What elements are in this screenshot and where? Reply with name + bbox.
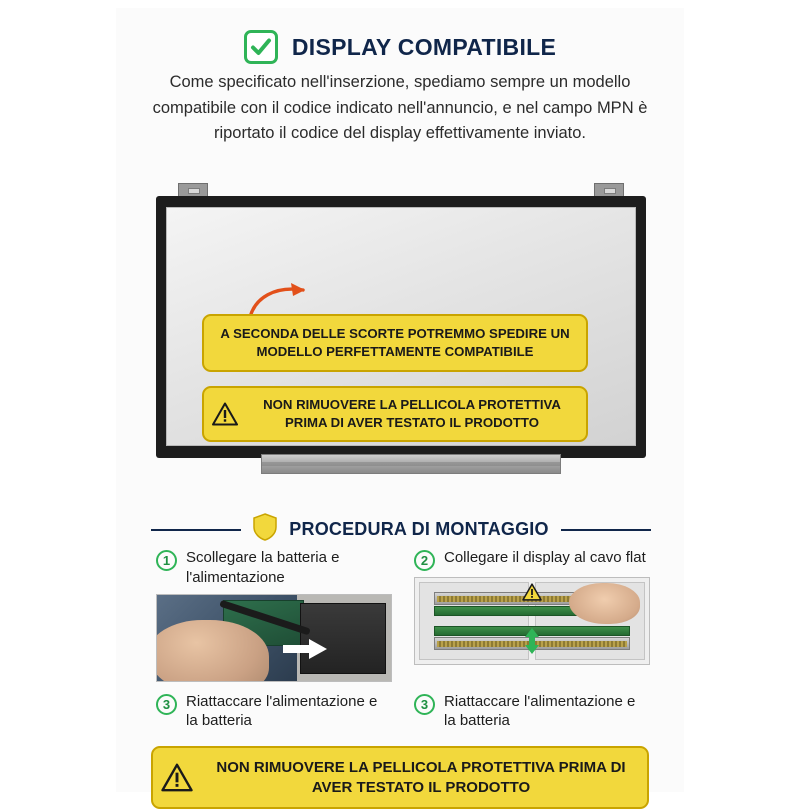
mounting-clip-right [594,183,624,197]
step-item-4 [414,692,650,732]
step-column-4 [414,692,650,738]
compatibility-callout: A SECONDA DELLE SCORTE POTREMMO SPEDIRE UN MODELLO PERFETTAMENTE COMPATIBILE [202,314,588,372]
check-mark-icon [244,30,278,64]
step-item-1 [156,548,392,588]
procedure-title: PROCEDURA DI MONTAGGIO [289,519,549,539]
procedure-header [151,513,651,546]
page-title: DISPLAY COMPATIBILE [291,33,557,60]
steps-row-bottom [156,692,650,738]
step-number-badge: 1 [156,550,177,571]
film-warning-callout [202,386,588,442]
finger-shape [569,583,639,624]
step-column-3 [156,692,392,738]
panel-backlight-strip [261,454,561,474]
intro-text: Come specificato nell'inserzione, spediamo sempre un modello compatibile con il codice indicato nell'annuncio, e nel campo MPN è riportato il codice del display effettivamente inviato. [152,73,648,143]
step-label: Riattaccare l'alimentazione e la batteria [444,692,636,730]
flat-cable-connector-photo [414,577,650,665]
step-label: Collegare il display al cavo flat [444,549,646,566]
step-label: Scollegare la batteria e l'alimentazione [186,549,340,586]
step-number-badge: 3 [156,694,177,715]
step-number-badge: 3 [414,694,435,715]
step-column-1 [156,548,392,690]
step-label: Riattaccare l'alimentazione e la batteria [186,692,378,730]
panel-mounting-clips [156,183,646,197]
divider-left [151,529,241,531]
header [116,30,684,64]
procedure-steps [156,548,650,737]
step-item-2 [414,548,650,571]
white-arrow-icon [283,639,327,664]
bottom-warning-text: NON RIMUOVERE LA PELLICOLA PROTETTIVA PRIMA DI AVER TESTATO IL PRODOTTO [216,759,626,796]
laptop-internals-photo [156,594,392,682]
step-number-badge: 2 [414,550,435,571]
film-warning-text: NON RIMUOVERE LA PELLICOLA PROTETTIVA PRIMA DI AVER TESTATO IL PRODOTTO [263,397,561,430]
steps-row-top [156,548,650,690]
display-panel-illustration [156,183,646,488]
warning-triangle-icon [522,583,542,606]
content-frame [116,8,684,796]
panel-bezel [156,196,646,458]
step-item-3 [156,692,392,732]
warning-triangle-icon [161,763,193,792]
mounting-clip-left [178,183,208,197]
warning-triangle-icon [212,402,238,426]
panel-screen-surface [166,207,636,446]
step-column-2 [414,548,650,690]
up-down-arrow-icon [524,628,540,659]
shield-icon [253,513,277,546]
divider-right [561,529,651,531]
